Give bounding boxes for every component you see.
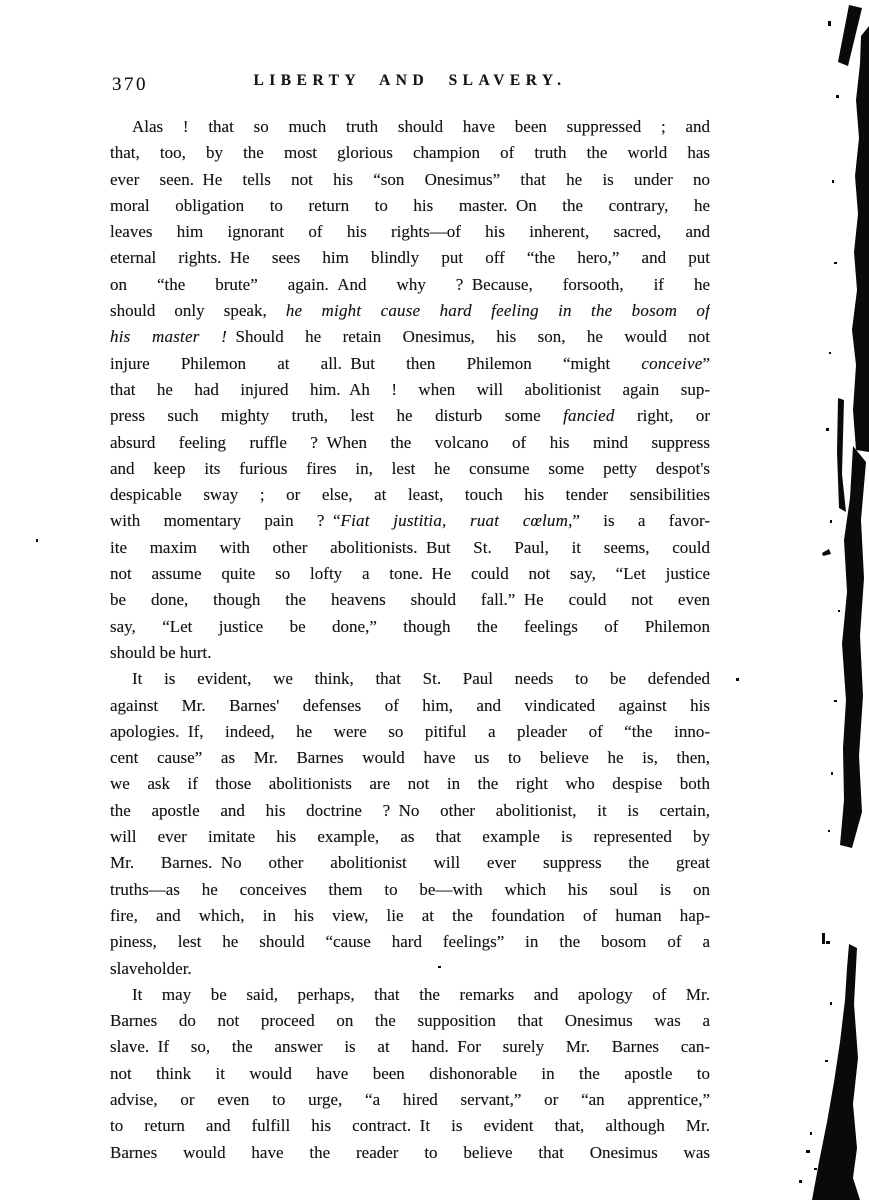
text-line: apologies. If, indeed, he were so pitiful a pleader of “the inno-: [110, 721, 710, 741]
scan-dot: [36, 539, 38, 542]
text-line: we ask if those abolitionists are not in the right who despise both: [110, 774, 710, 794]
text-line: say, “Let justice be done,” though the feelings of Philemon: [110, 616, 710, 636]
text-line: moral obligation to return to his master. On the contrary, he: [110, 195, 710, 215]
scan-ink-blob: [822, 549, 831, 556]
text-line: eternal rights. He sees him blindly put off “the hero,” and put: [110, 248, 710, 268]
running-header-title: LIBERTY AND SLAVERY.: [253, 72, 567, 89]
paragraph: [110, 666, 710, 982]
scan-slash-artifact: [838, 5, 862, 66]
text-line: Mr. Barnes. No other abolitionist will ever suppress the great: [110, 853, 710, 873]
text-line: ever seen. He tells not his “son Onesimus” that he is under no: [110, 169, 710, 189]
page-number: 370: [112, 74, 148, 95]
paragraph: [110, 114, 710, 666]
text-line: against Mr. Barnes' defenses of him, and vindicated against his: [110, 695, 710, 715]
text-line: should only speak, he might cause hard feeling in the bosom of: [110, 301, 710, 321]
text-line: piness, lest he should “cause hard feelings” in the bosom of a: [110, 932, 710, 952]
text-line: be done, though the heavens should fall.” He could not even: [110, 590, 710, 610]
paragraph: [110, 982, 710, 1166]
text-line: and keep its furious fires in, lest he consume some petty despot's: [110, 458, 710, 478]
running-header: [110, 72, 710, 98]
text-line: the apostle and his doctrine ? No other abolitionist, it is certain,: [110, 800, 710, 820]
text-line: to return and fulfill his contract. It is evident that, although Mr.: [110, 1116, 710, 1136]
scan-ink-mark: [822, 933, 825, 944]
text-line: that he had injured him. Ah ! when will abolitionist again sup-: [110, 379, 710, 399]
text-line: should be hurt.: [110, 642, 212, 662]
text-line: ite maxim with other abolitionists. But St. Paul, it seems, could: [110, 537, 710, 557]
text-line: cent cause” as Mr. Barnes would have us to believe he is, then,: [110, 748, 710, 768]
text-line: with momentary pain ? “Fiat justitia, ruat cœlum,” is a favor-: [110, 511, 710, 531]
page-body: [110, 114, 710, 1166]
text-line: It is evident, we think, that St. Paul needs to be defended: [132, 669, 710, 689]
text-line: slave. If so, the answer is at hand. For surely Mr. Barnes can-: [110, 1037, 710, 1057]
text-line: Barnes would have the reader to believe that Onesimus was: [110, 1142, 710, 1162]
text-line: slaveholder.: [110, 958, 192, 978]
scan-dot: [736, 678, 739, 681]
text-line: leaves him ignorant of his rights—of his inherent, sacred, and: [110, 222, 710, 242]
text-line: advise, or even to urge, “a hired servant,” or “an apprentice,”: [110, 1089, 710, 1109]
text-line: fire, and which, in his view, lie at the foundation of human hap-: [110, 905, 710, 925]
text-line: absurd feeling ruffle ? When the volcano of his mind suppress: [110, 432, 710, 452]
text-line: truths—as he conceives them to be—with which his soul is on: [110, 879, 710, 899]
text-line: that, too, by the most glorious champion of truth the world has: [110, 143, 710, 163]
text-line: not assume quite so lofty a tone. He could not say, “Let justice: [110, 564, 710, 584]
text-line: not think it would have been dishonorable in the apostle to: [110, 1063, 710, 1083]
text-line: injure Philemon at all. But then Philemon “might conceive”: [110, 353, 710, 373]
text-line: Barnes do not proceed on the supposition that Onesimus was a: [110, 1011, 710, 1031]
text-line: his master ! Should he retain Onesimus, his son, he would not: [110, 327, 710, 347]
text-line: will ever imitate his example, as that example is represented by: [110, 827, 710, 847]
text-line: despicable sway ; or else, at least, touch his tender sensibilities: [110, 485, 710, 505]
text-line: on “the brute” again. And why ? Because, forsooth, if he: [110, 274, 710, 294]
text-line: Alas ! that so much truth should have been suppressed ; and: [132, 117, 710, 136]
text-line: It may be said, perhaps, that the remarks and apology of Mr.: [132, 984, 710, 1004]
text-line: press such mighty truth, lest he disturb some fancied right, or: [110, 406, 710, 426]
